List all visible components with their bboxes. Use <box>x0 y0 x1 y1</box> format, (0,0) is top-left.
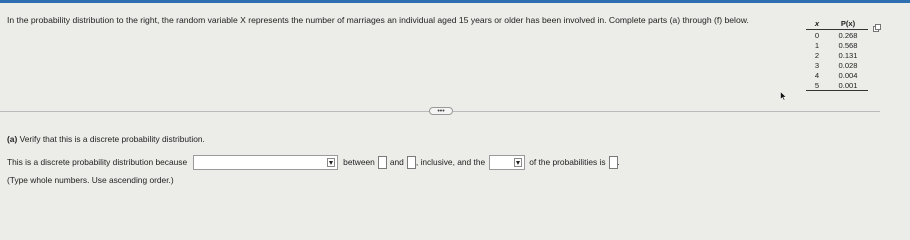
cell-p: 0.268 <box>838 30 858 40</box>
input-instructions: (Type whole numbers. Use ascending order.) <box>7 175 174 185</box>
probability-sum-input[interactable] <box>609 156 618 169</box>
dropdown-arrow-icon <box>514 158 522 167</box>
cell-p: 0.568 <box>838 40 858 50</box>
answer-sentence <box>7 153 897 171</box>
table-header <box>806 17 868 30</box>
header-x: x <box>814 18 820 28</box>
expand-more-button[interactable]: ••• <box>429 107 453 115</box>
answer-text-5: of the probabilities is <box>529 157 606 167</box>
copy-data-icon[interactable] <box>873 19 881 27</box>
answer-text-6: . <box>617 157 620 167</box>
answer-text-1: This is a discrete probability distribution because <box>7 157 188 167</box>
table-row <box>806 80 868 91</box>
upper-bound-input[interactable] <box>407 156 416 169</box>
cell-x: 1 <box>814 40 820 50</box>
top-accent-bar <box>0 0 910 3</box>
cell-x: 0 <box>814 30 820 40</box>
table-row <box>806 70 868 80</box>
part-a-label: (a) <box>7 134 18 144</box>
table-row <box>806 60 868 70</box>
cell-p: 0.131 <box>838 50 858 60</box>
cell-x: 4 <box>814 70 820 80</box>
answer-text-3: and <box>389 157 404 167</box>
question-intro: In the probability distribution to the right, the random variable X represents the number of marriages an individual aged 15 years or older has been involved in. Complete parts (a) through (f) below. <box>7 15 749 25</box>
cell-x: 5 <box>814 80 820 90</box>
distribution-table <box>806 17 868 91</box>
table-row <box>806 30 868 40</box>
answer-text-4: , inclusive, and the <box>415 157 486 167</box>
aggregate-dropdown[interactable] <box>489 155 525 170</box>
cell-p: 0.004 <box>838 70 858 80</box>
header-px: P(x) <box>840 18 856 28</box>
answer-text-2: between <box>343 157 375 167</box>
cell-x: 2 <box>814 50 820 60</box>
table-row <box>806 40 868 50</box>
lower-bound-input[interactable] <box>378 156 387 169</box>
dropdown-arrow-icon <box>327 158 335 167</box>
part-a-prompt <box>7 134 205 144</box>
cell-x: 3 <box>814 60 820 70</box>
table-row <box>806 50 868 60</box>
part-a-text: Verify that this is a discrete probability distribution. <box>17 134 205 144</box>
reason-dropdown[interactable] <box>193 155 338 170</box>
cell-p: 0.001 <box>838 80 858 90</box>
cell-p: 0.028 <box>838 60 858 70</box>
mouse-cursor-icon <box>780 88 787 98</box>
